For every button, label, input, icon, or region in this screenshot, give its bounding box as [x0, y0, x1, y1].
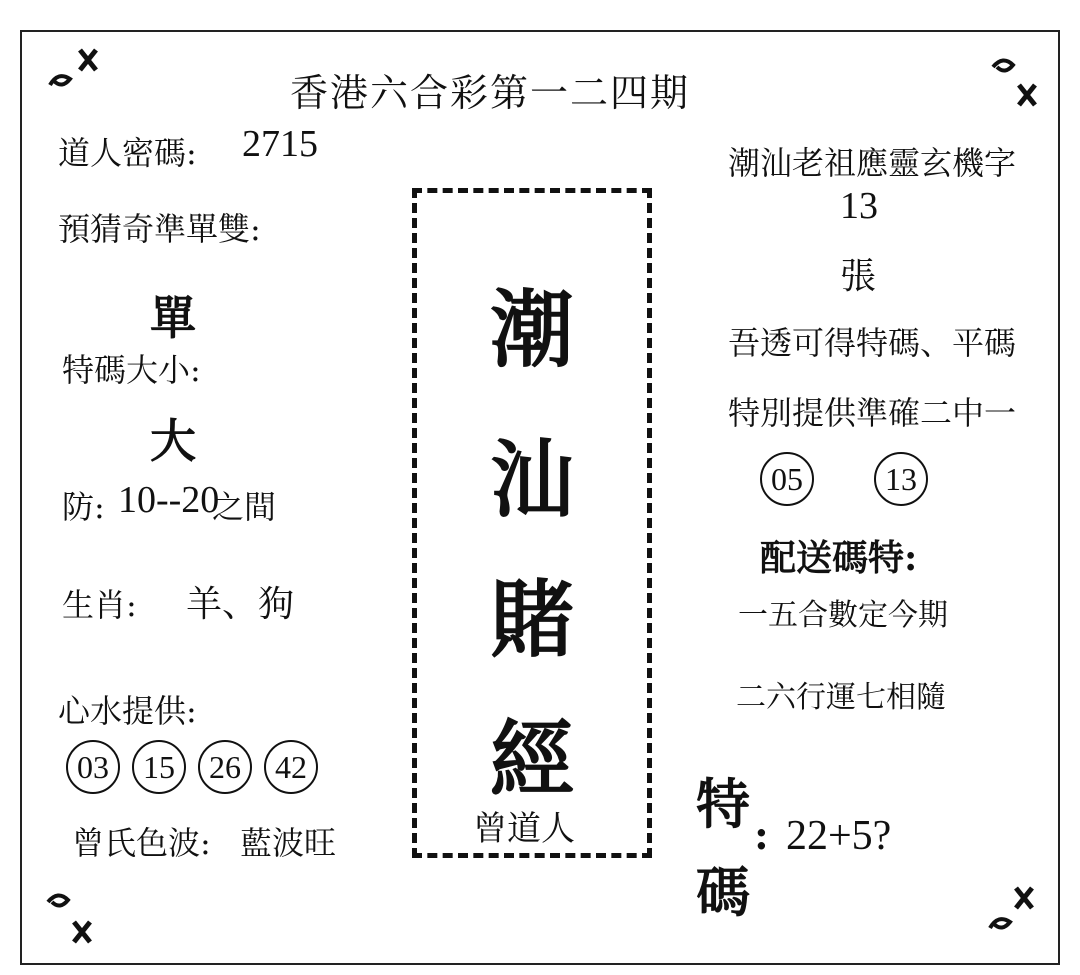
swirl-ornament-icon — [985, 45, 1055, 115]
heart-label: 心水提供: — [58, 692, 197, 730]
center-title-box — [412, 188, 652, 858]
password-value: 2715 — [242, 123, 318, 165]
zodiac-label: 生肖: — [62, 586, 137, 624]
code-number: 13 — [840, 185, 878, 227]
size-value: 大 — [150, 414, 196, 468]
size-label: 特碼大小: — [62, 351, 201, 389]
wave-label: 曾氏色波: — [72, 824, 211, 862]
special-char-2: 碼 — [696, 860, 750, 924]
right-line-2: 特別提供準確二中一 — [728, 394, 1017, 432]
page-title: 香港六合彩第一二四期 — [290, 71, 691, 115]
pick-number: 05 — [760, 452, 814, 506]
pick-number: 13 — [874, 452, 928, 506]
heart-number: 42 — [264, 740, 318, 794]
center-author: 曾道人 — [473, 809, 575, 849]
right-line-1: 吾透可得特碼、平碼 — [728, 324, 1017, 362]
wave-value: 藍波旺 — [240, 824, 337, 862]
special-char-1: 特 — [696, 772, 750, 836]
right-heading: 潮汕老祖應靈玄機字 — [728, 144, 1017, 182]
odd-even-value: 單 — [150, 291, 196, 345]
guard-range: 10--20 — [118, 479, 220, 521]
swirl-ornament-icon — [40, 880, 110, 950]
guard-label: 防: — [62, 488, 105, 526]
special-colon: : — [754, 812, 769, 859]
code-char: 張 — [840, 256, 877, 297]
heart-number: 03 — [66, 740, 120, 794]
send-label: 配送碼特: — [760, 537, 918, 579]
guard-suffix: 之間 — [212, 488, 277, 526]
special-value: 22+5? — [786, 813, 892, 859]
swirl-ornament-icon — [40, 40, 110, 110]
password-label: 道人密碼: — [58, 134, 197, 172]
verse-1: 一五合數定今期 — [738, 598, 948, 633]
center-char: 經 — [489, 711, 574, 809]
heart-number: 26 — [198, 740, 252, 794]
verse-2: 二六行運七相隨 — [736, 680, 946, 715]
heart-number: 15 — [132, 740, 186, 794]
zodiac-value: 羊、狗 — [186, 584, 295, 625]
center-char: 賭 — [489, 571, 574, 669]
center-char: 潮 — [489, 281, 574, 379]
odd-even-label: 預猜奇準單雙: — [58, 210, 261, 248]
center-char: 汕 — [489, 431, 574, 529]
swirl-ornament-icon — [980, 880, 1050, 950]
